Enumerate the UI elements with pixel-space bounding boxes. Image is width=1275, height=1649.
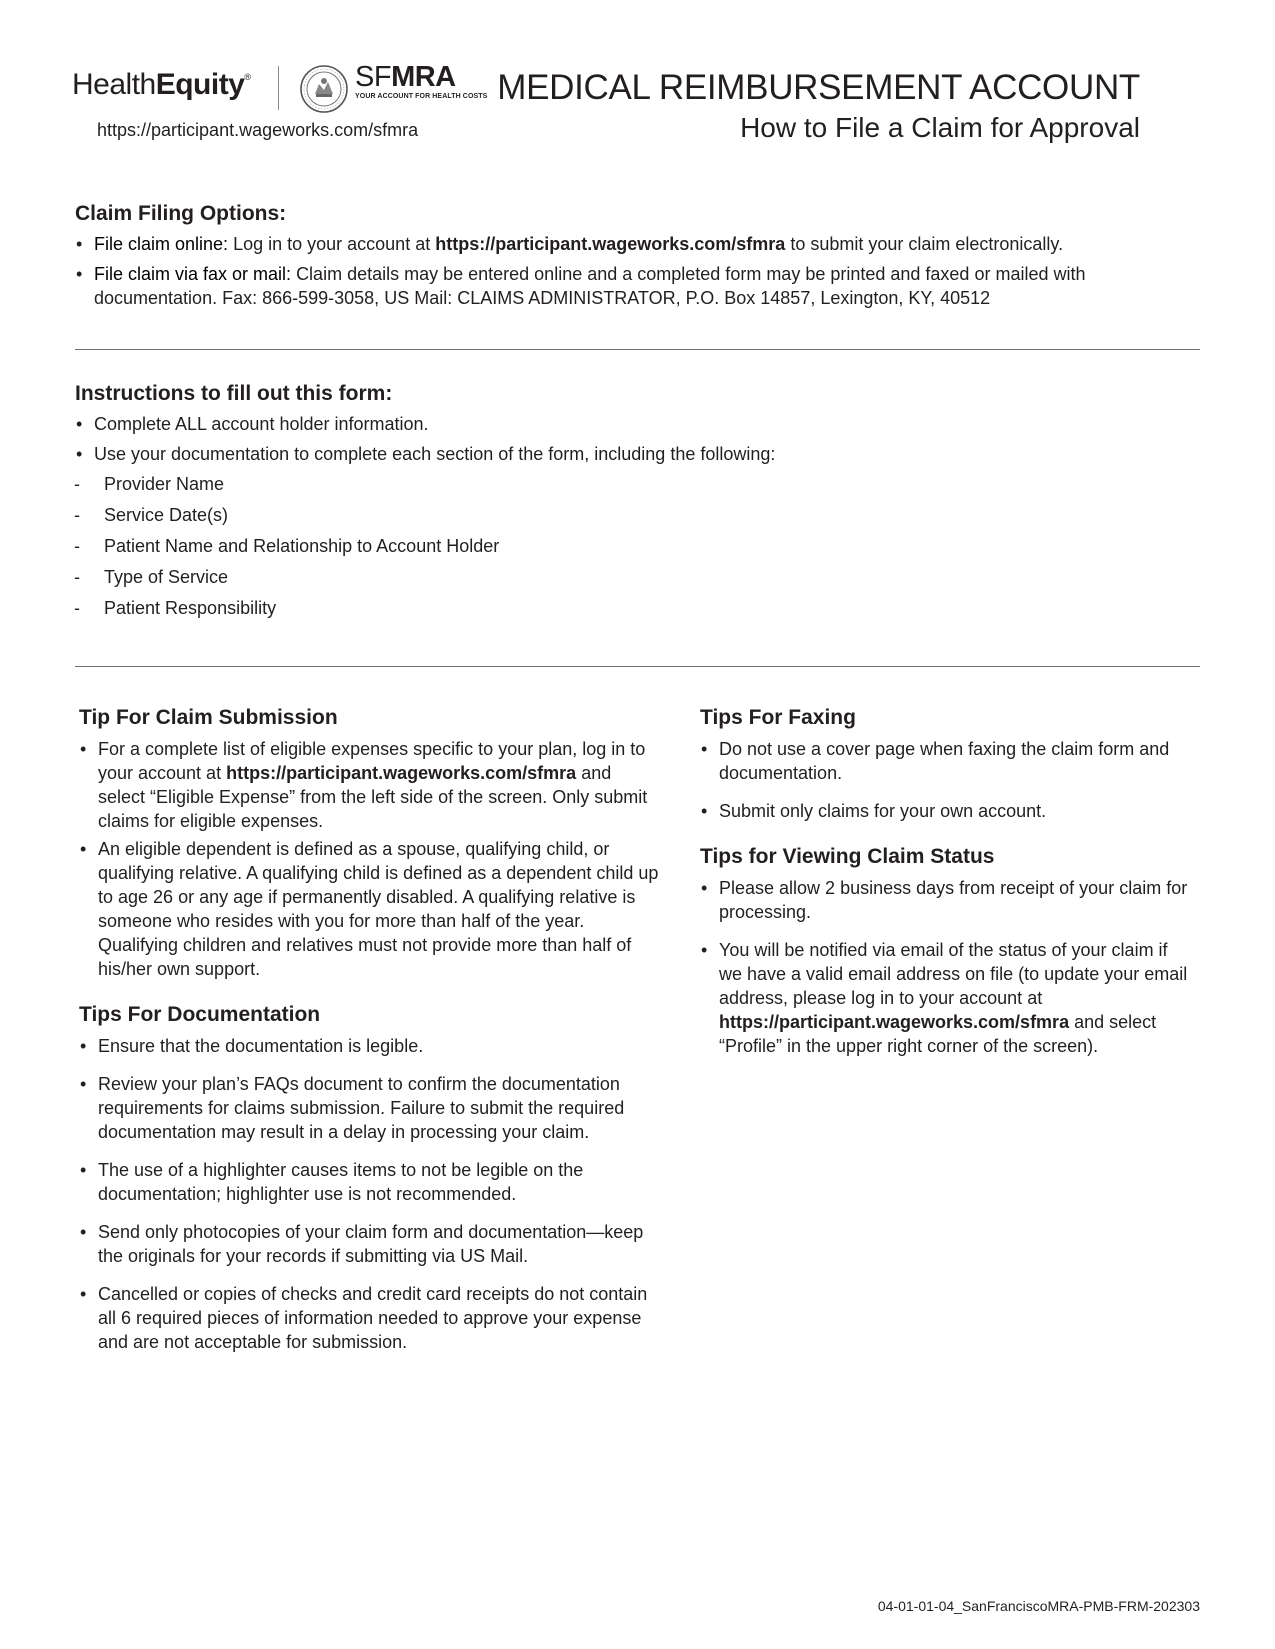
tip-claim-list: [79, 737, 659, 981]
tip-status-item-1: • Please allow 2 business days from receipt of your claim for processing.: [700, 876, 1195, 924]
instructions-heading: Instructions to fill out this form:: [75, 382, 393, 405]
document-subtitle: How to File a Claim for Approval: [740, 112, 1140, 143]
tip-fax-item-2: • Submit only claims for your own account.: [700, 799, 1195, 823]
tip-claim-item-1-post: and select “Eligible Expense” from the left side of the screen. Only submit claims for eligible expenses.: [98, 763, 648, 831]
logo-divider: [278, 66, 279, 110]
claim-online-post: to submit your claim electronically.: [790, 234, 1064, 254]
claim-fax-lead: File claim via fax or mail:: [94, 264, 292, 284]
tip-fax-item-1: • Do not use a cover page when faxing the claim form and documentation.: [700, 737, 1195, 785]
tip-status-item-2-url[interactable]: https://participant.wageworks.com/sfmra: [719, 1012, 1070, 1032]
brand-mark: ®: [244, 72, 251, 82]
tip-claim-heading: Tip For Claim Submission: [79, 706, 338, 729]
claim-filing-list: [75, 232, 1200, 310]
claim-filing-section: [75, 202, 1200, 316]
left-column: [79, 706, 659, 1372]
tip-fax-block: [700, 706, 1195, 823]
tip-docs-list: [79, 1034, 659, 1354]
tip-claim-item-1: [79, 737, 659, 833]
tip-docs-item-4: • Send only photocopies of your claim form and documentation—keep the originals for your records if submitting via US Mail.: [79, 1220, 659, 1268]
sfmra-tagline: YOUR ACCOUNT FOR HEALTH COSTS: [355, 93, 488, 100]
divider-1: [75, 349, 1200, 350]
brand-part2: Equity: [155, 68, 245, 101]
tip-claim-item-2: • An eligible dependent is defined as a spouse, qualifying child, or qualifying relative. A qualifying child is defined as a dependent child up to age 26 or any age if permanently disabled. A qualifying relative is someone who resides with you for more than half of the year. Qualifying children and relatives must not provide more than half of his/her own support.: [79, 837, 659, 981]
instruction-item-2-text: Use your documentation to complete each section of the form, including the following:: [94, 444, 776, 464]
tip-status-item-2: [700, 938, 1195, 1058]
tip-status-item-2-post: and select “Profile” in the upper right corner of the screen).: [719, 1012, 1157, 1056]
tip-fax-list: [700, 737, 1195, 823]
instruction-item-2: [75, 442, 1200, 466]
instructions-list: [75, 412, 1200, 466]
claim-online-pre: Log in to your account at: [233, 234, 431, 254]
healthequity-logo: [72, 68, 251, 102]
logo-block: [72, 60, 492, 116]
sfmra-logo: [355, 62, 487, 100]
divider-2: [75, 666, 1200, 667]
claim-fax-text: Claim details may be entered online and a completed form may be printed and faxed or mailed with documentation. Fax: 866-599-3058, US Mail: CLAIMS ADMINISTRATOR, P.O. Box 14857, Lexington, KY, 40512: [94, 264, 1086, 308]
tip-status-heading: Tips for Viewing Claim Status: [700, 845, 995, 868]
tip-status-item-2-pre: You will be notified via email of the status of your claim if we have a valid email address on file (to update your email address, please log in to your account at: [719, 940, 1188, 1008]
claim-online-item: [75, 232, 1200, 256]
claim-online-url[interactable]: https://participant.wageworks.com/sfmra: [435, 234, 786, 254]
tip-docs-item-1: • Ensure that the documentation is legible.: [79, 1034, 659, 1058]
tip-docs-item-2: • Review your plan’s FAQs document to confirm the documentation requirements for claims submission. Failure to submit the required documentation may result in a delay in processing your claim.: [79, 1072, 659, 1144]
tip-docs-block: [79, 1003, 659, 1354]
right-column: [700, 706, 1195, 1076]
city-seal-icon: [299, 64, 349, 114]
header-url[interactable]: https://participant.wageworks.com/sfmra: [97, 120, 419, 140]
tip-docs-item-3: • The use of a highlighter causes items to not be legible on the documentation; highlighter use is not recommended.: [79, 1158, 659, 1206]
sub-item-provider: - Provider Name: [56, 472, 1200, 496]
tip-claim-block: [79, 706, 659, 981]
form-code: 04-01-01-04_SanFranciscoMRA-PMB-FRM-202303: [877, 1598, 1200, 1614]
brand-part1: Health: [72, 68, 156, 101]
sfmra-part2: MRA: [391, 61, 456, 93]
document-title: MEDICAL REIMBURSEMENT ACCOUNT: [497, 68, 1140, 107]
tip-status-list: [700, 876, 1195, 1058]
sub-item-service-type: - Type of Service: [56, 565, 1200, 589]
claim-filing-heading: Claim Filing Options:: [75, 202, 287, 225]
sub-item-patient: - Patient Name and Relationship to Account Holder: [56, 534, 1200, 558]
tip-claim-item-1-url[interactable]: https://participant.wageworks.com/sfmra: [226, 763, 577, 783]
sfmra-part1: SF: [355, 61, 392, 93]
tip-status-block: [700, 845, 1195, 1058]
instruction-item-1: • Complete ALL account holder information.: [75, 412, 1200, 436]
tip-docs-heading: Tips For Documentation: [79, 1003, 321, 1026]
claim-online-lead: File claim online:: [94, 234, 229, 254]
tip-fax-heading: Tips For Faxing: [700, 706, 856, 729]
instructions-sub-list: [56, 472, 1200, 620]
tip-docs-item-5: • Cancelled or copies of checks and credit card receipts do not contain all 6 required pieces of information needed to approve your expense and are not acceptable for submission.: [79, 1282, 659, 1354]
sub-item-responsibility: - Patient Responsibility: [56, 596, 1200, 620]
tip-claim-item-1-pre: For a complete list of eligible expenses specific to your plan, log in to your account at: [98, 739, 646, 783]
sub-item-service-dates: - Service Date(s): [56, 503, 1200, 527]
claim-fax-item: [75, 262, 1094, 310]
instructions-section: [75, 382, 1200, 627]
